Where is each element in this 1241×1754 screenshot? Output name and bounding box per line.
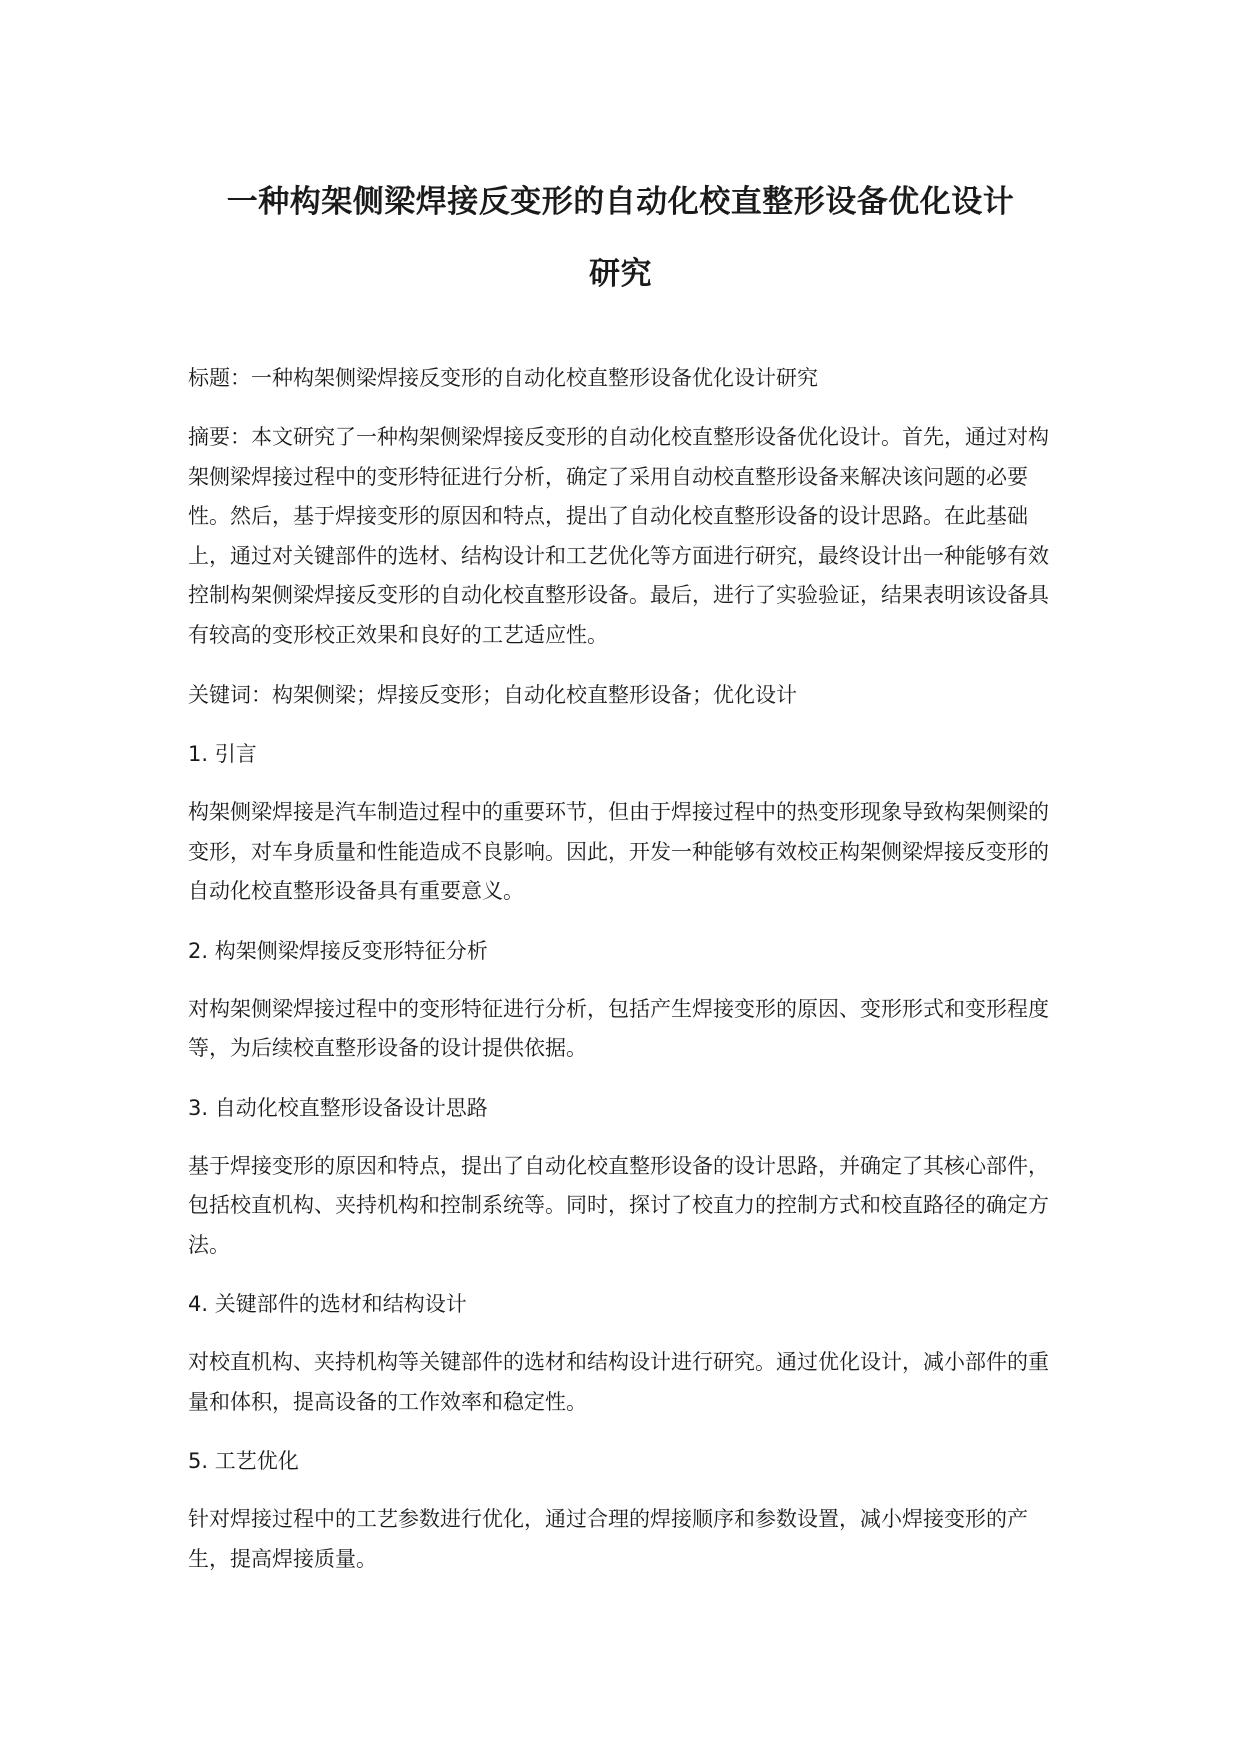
section-body-material-structure: 对校直机构、夹持机构等关键部件的选材和结构设计进行研究。通过优化设计，减小部件的重量和体积，提高设备的工作效率和稳定性。	[188, 1350, 1049, 1414]
section-heading-design-approach: 3. 自动化校直整形设备设计思路	[188, 1095, 488, 1120]
section-body-introduction: 构架侧梁焊接是汽车制造过程中的重要环节，但由于焊接过程中的热变形现象导致构架侧梁的变形，对车身质量和性能造成不良影响。因此，开发一种能够有效校正构架侧梁焊接反变形的自动化校直整形设备具有重要意义。	[188, 800, 1049, 903]
document-body	[188, 358, 1068, 1579]
document-title-line-1: 一种构架侧梁焊接反变形的自动化校直整形设备优化设计	[226, 184, 1015, 220]
keywords-paragraph: 关键词：构架侧梁；焊接反变形；自动化校直整形设备；优化设计	[188, 683, 797, 707]
title-label-paragraph: 标题：一种构架侧梁焊接反变形的自动化校直整形设备优化设计研究	[188, 366, 818, 390]
section-heading-process-optimization: 5. 工艺优化	[188, 1449, 299, 1473]
abstract-paragraph: 摘要：本文研究了一种构架侧梁焊接反变形的自动化校直整形设备优化设计。首先，通过对构架侧梁焊接过程中的变形特征进行分析，确定了采用自动校直整形设备来解决该问题的必要性。然后，基于焊接变形的原因和特点，提出了自动化校直整形设备的设计思路。在此基础上，通过对关键部件的选材、结构设计和工艺优化等方面进行研究，最终设计出一种能够有效控制构架侧梁焊接反变形的自动化校直整形设备。最后，进行了实验验证，结果表明该设备具有较高的变形校正效果和良好的工艺适应性。	[188, 425, 1049, 647]
section-heading-material-structure: 4. 关键部件的选材和结构设计	[188, 1292, 467, 1316]
section-heading-introduction: 1. 引言	[188, 742, 257, 766]
section-body-design-approach: 基于焊接变形的原因和特点，提出了自动化校直整形设备的设计思路，并确定了其核心部件，包括校直机构、夹持机构和控制系统等。同时，探讨了校直力的控制方式和校直路径的确定方法。	[188, 1153, 1049, 1257]
section-body-deformation-analysis: 对构架侧梁焊接过程中的变形特征进行分析，包括产生焊接变形的原因、变形形式和变形程度等，为后续校直整形设备的设计提供依据。	[188, 996, 1049, 1060]
section-body-process-optimization: 针对焊接过程中的工艺参数进行优化，通过合理的焊接顺序和参数设置，减小焊接变形的产生，提高焊接质量。	[188, 1507, 1028, 1571]
document-title-line-2: 研究	[589, 256, 652, 292]
section-heading-deformation-analysis: 2. 构架侧梁焊接反变形特征分析	[188, 938, 488, 963]
